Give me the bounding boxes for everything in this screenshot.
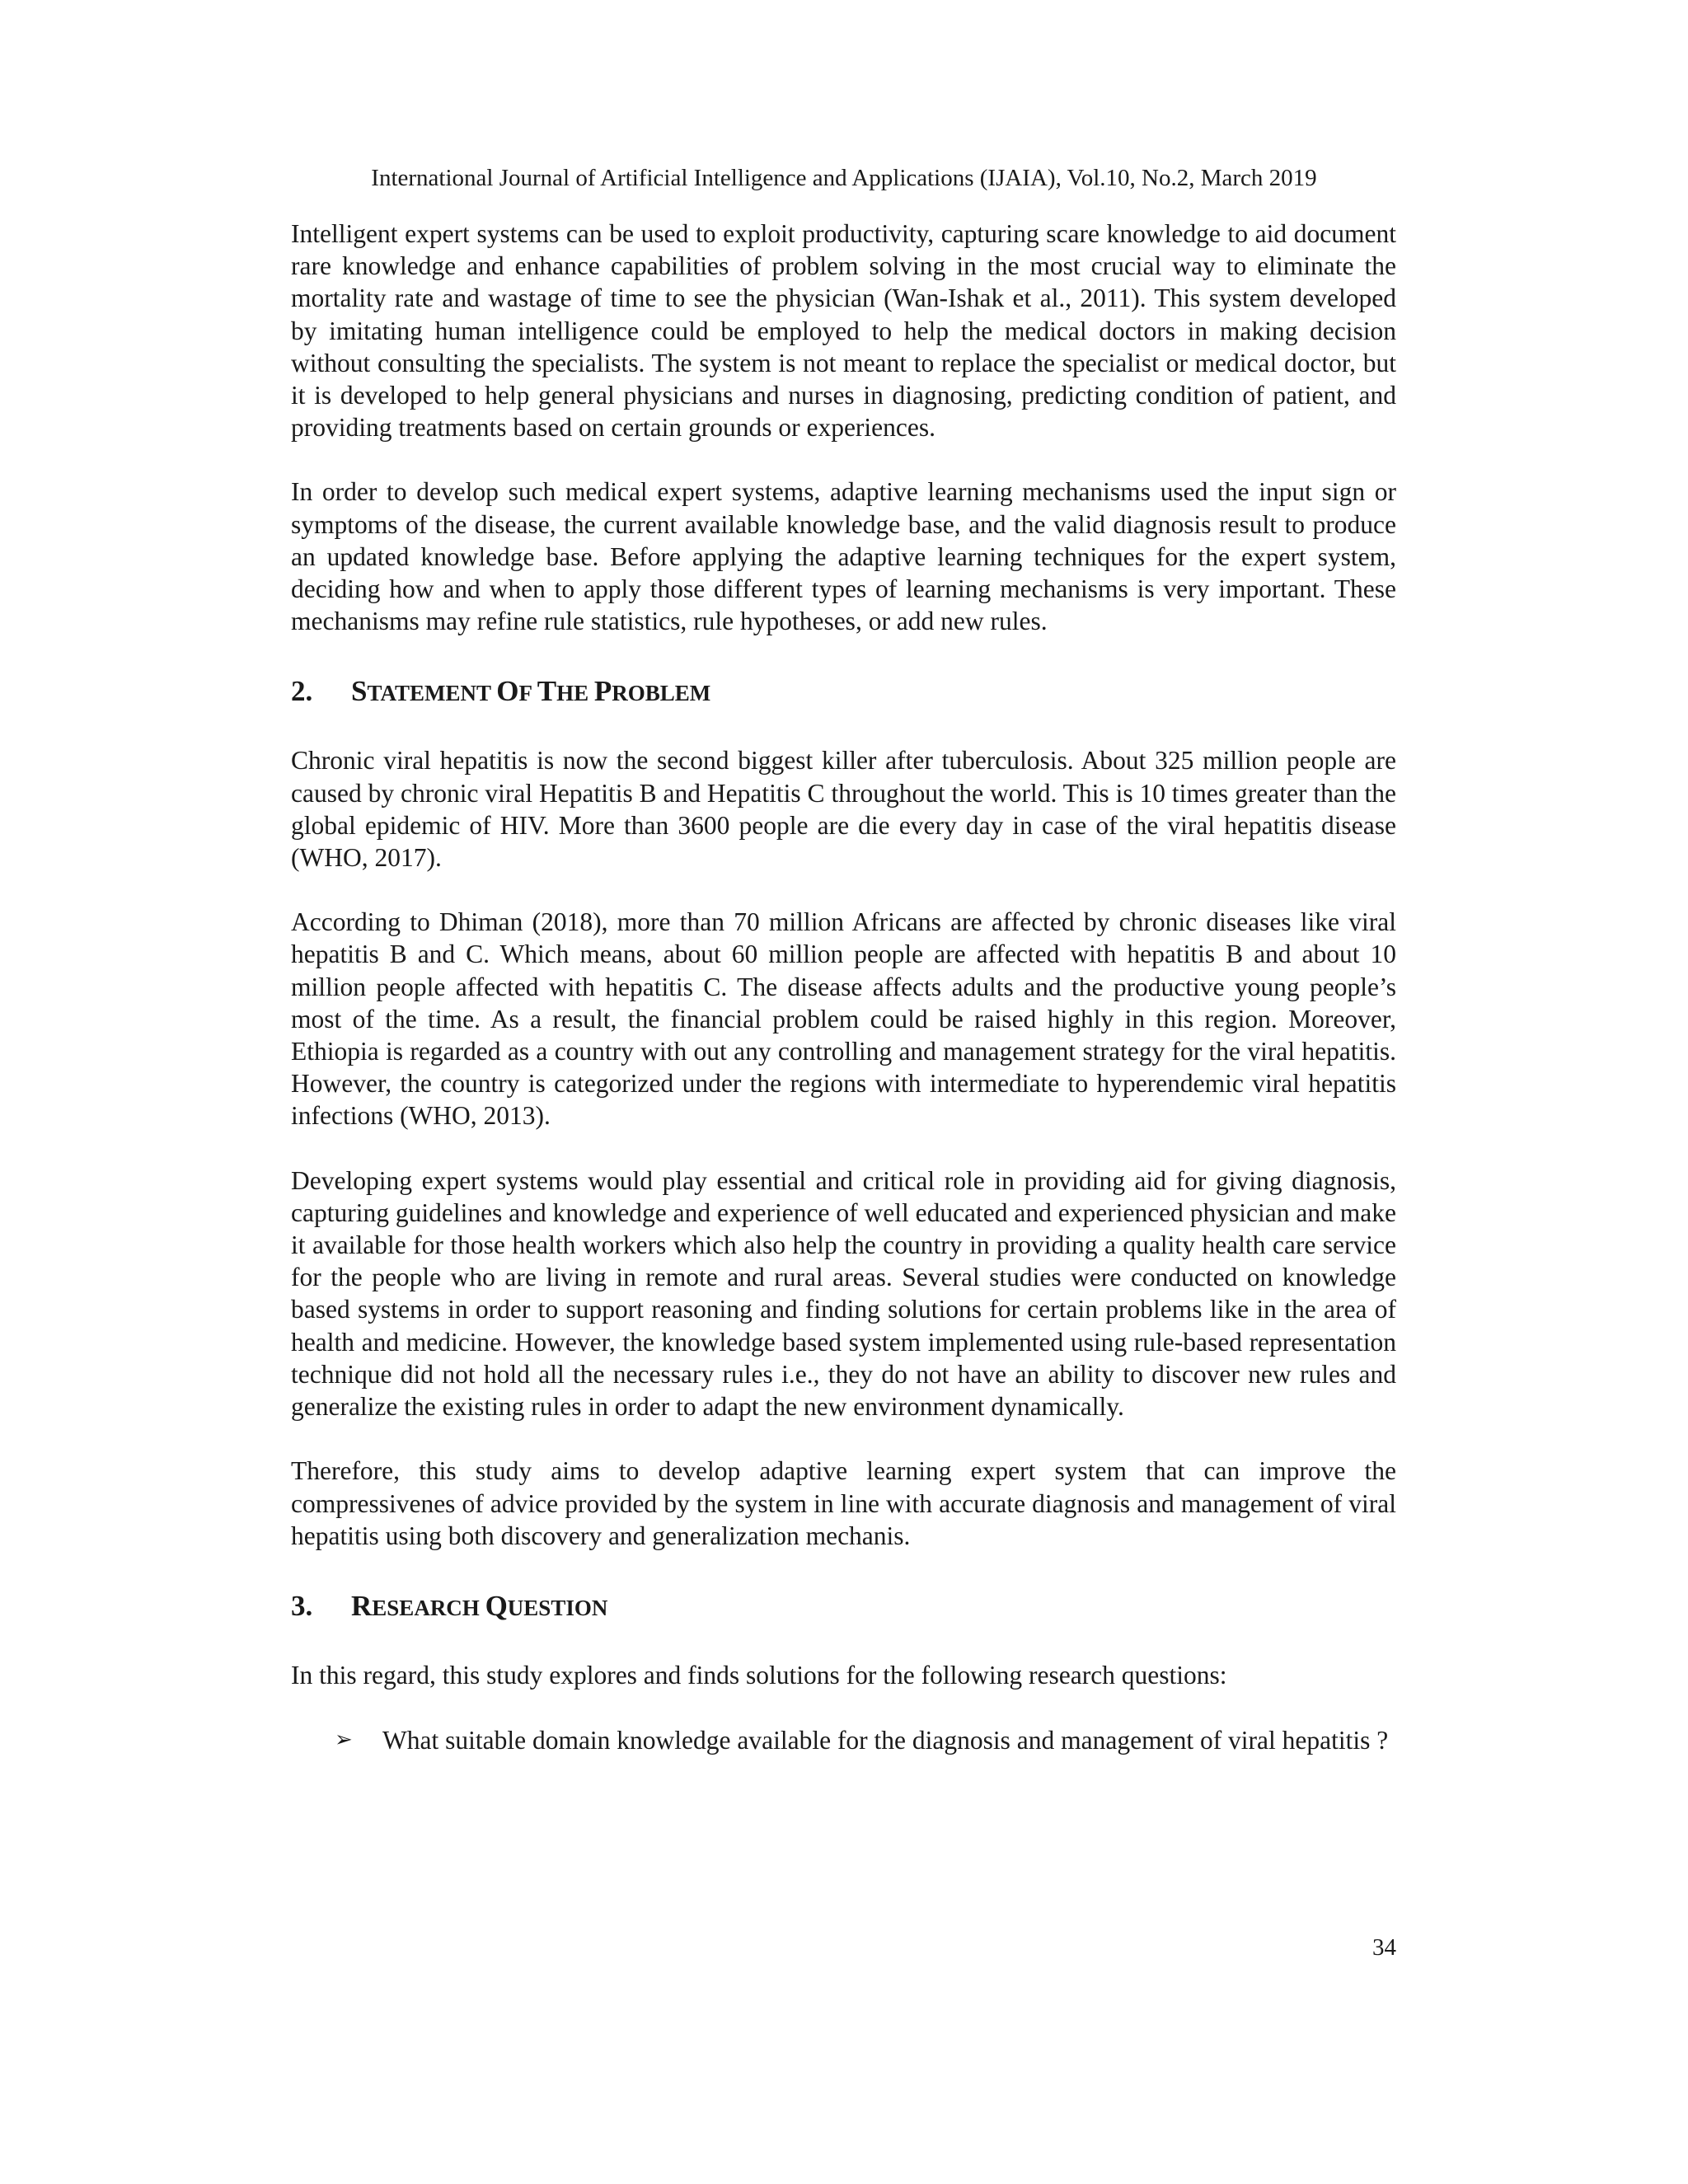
intro-paragraph-1: Intelligent expert systems can be used to exploit productivity, capturing scare knowledge to aid document rare knowledge and enhance capabilities of problem solving in the most crucial way to eliminate the mortality rate and wastage of time to see the physician (Wan-Ishak et al., 2011). This system developed by imitating human intelligence could be employed to help the medical doctors in making decision without consulting the specialists. The system is not meant to replace the specialist or medical doctor, but it is developed to help general physicians and nurses in diagnosing, predicting condition of patient, and providing treatments based on certain grounds or experiences. <box>291 219 1396 443</box>
running-header: International Journal of Artificial Intelligence and Applications (IJAIA), Vol.10, No.2, March 2019 <box>371 165 1317 191</box>
list-item <box>291 1724 1396 1756</box>
heading-smallcaps: F <box>518 681 537 706</box>
section-number: 3. <box>291 1589 313 1622</box>
section-3-heading <box>291 1589 1396 1625</box>
page-body <box>291 218 1396 1756</box>
intro-paragraph-2: In order to develop such medical expert systems, adaptive learning mechanisms used the input sign or symptoms of the disease, the current available knowledge base, and the valid diagnosis result to produce an updated knowledge base. Before applying the adaptive learning techniques for the expert system, deciding how and when to apply those different types of learning mechanisms is very important. These mechanisms may refine rule statistics, rule hypotheses, or add new rules. <box>291 477 1396 636</box>
section-2-paragraph-1: Chronic viral hepatitis is now the second biggest killer after tuberculosis. About 325 million people are caused by chronic viral Hepatitis B and Hepatitis C throughout the world. This is 10 times greater than the global epidemic of HIV. More than 3600 people are die every day in case of the viral hepatitis disease (WHO, 2017). <box>291 746 1396 873</box>
section-number: 2. <box>291 675 313 708</box>
heading-initial: Q <box>485 1589 508 1622</box>
heading-initial: O <box>496 675 519 708</box>
heading-smallcaps: ROBLEM <box>612 681 711 706</box>
heading-smallcaps: TATEMENT <box>367 681 497 706</box>
section-2-paragraph-2: According to Dhiman (2018), more than 70 million Africans are affected by chronic diseases like viral hepatitis B and C. Which means, about 60 million people are affected with hepatitis B and about 10 million people affected with hepatitis C. The disease affects adults and the productive young people’s most of the time. As a result, the financial problem could be raised highly in this region. Moreover, Ethiopia is regarded as a country with out any controlling and management strategy for the viral hepatitis. However, the country is categorized under the regions with intermediate to hyperendemic viral hepatitis infections (WHO, 2013). <box>291 907 1396 1131</box>
arrow-bullet-icon: ➢ <box>335 1727 353 1753</box>
heading-smallcaps: UESTION <box>507 1595 608 1620</box>
heading-initial: T <box>537 675 557 708</box>
heading-initial: S <box>351 675 368 708</box>
heading-smallcaps: HE <box>556 681 594 706</box>
section-3-intro: In this regard, this study explores and finds solutions for the following research questions: <box>291 1660 1227 1690</box>
heading-initial: P <box>593 675 612 708</box>
research-questions-list <box>291 1724 1396 1756</box>
section-2-heading <box>291 674 1396 710</box>
research-question-1: What suitable domain knowledge available for the diagnosis and management of viral hepatitis ? <box>382 1726 1389 1755</box>
page-number: 34 <box>1372 1934 1396 1961</box>
heading-smallcaps: ESEARCH <box>372 1595 485 1620</box>
section-2-paragraph-3: Developing expert systems would play essential and critical role in providing aid for giving diagnosis, capturing guidelines and knowledge and experience of well educated and experienced physician and make it available for those health workers which also help the country in providing a quality health care service for the people who are living in remote and rural areas. Several studies were conducted on knowledge based systems in order to support reasoning and finding solutions for certain problems like in the area of health and medicine. However, the knowledge based system implemented using rule-based representation technique did not hold all the necessary rules i.e., they do not have an ability to discover new rules and generalize the existing rules in order to adapt the new environment dynamically. <box>291 1165 1396 1422</box>
heading-initial: R <box>351 1589 373 1622</box>
section-2-paragraph-4: Therefore, this study aims to develop adaptive learning expert system that can improve the compressivenes of advice provided by the system in line with accurate diagnosis and management of viral hepatitis using both discovery and generalization mechanis. <box>291 1456 1396 1550</box>
